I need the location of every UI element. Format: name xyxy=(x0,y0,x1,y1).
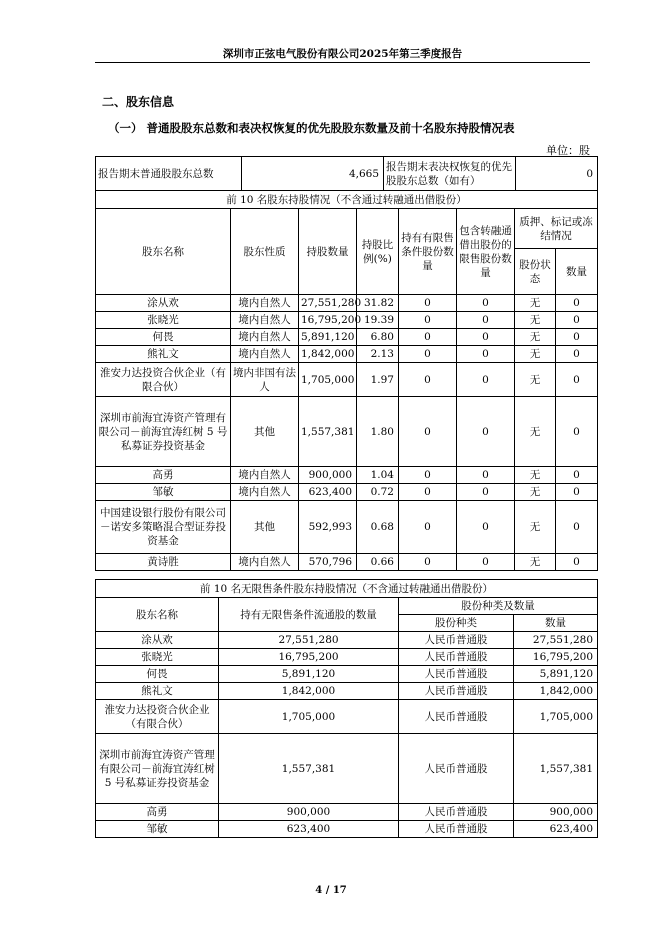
holder-nature: 境内自然人 xyxy=(231,312,299,329)
holder-pledge-status: 无 xyxy=(515,484,556,501)
holder-nature: 其他 xyxy=(231,397,299,467)
holder-shares: 27,551,280 xyxy=(299,295,357,312)
holder-restricted: 0 xyxy=(399,295,457,312)
common-holders-label: 报告期末普通股股东总数 xyxy=(96,157,242,191)
holder-restricted: 0 xyxy=(399,363,457,397)
holder-name: 中国建设银行股份有限公司－诺安多策略混合型证券投资基金 xyxy=(96,501,231,554)
u-holder-amount: 1,705,000 xyxy=(514,700,598,734)
holder-name: 何畏 xyxy=(96,329,231,346)
holder-pledge-qty: 0 xyxy=(556,295,598,312)
page-number: 4 / 17 xyxy=(315,885,347,896)
holder-lent: 0 xyxy=(457,346,515,363)
holder-shares: 570,796 xyxy=(299,554,357,571)
u-holder-name: 熊礼文 xyxy=(96,683,219,700)
u-holder-qty: 1,557,381 xyxy=(219,734,399,804)
shareholder-summary-table xyxy=(95,156,598,191)
holder-pledge-qty: 0 xyxy=(556,346,598,363)
table-row xyxy=(96,329,598,346)
u-holder-amount: 623,400 xyxy=(514,821,598,838)
u-col-header-qty: 持有无限售条件流通股的数量 xyxy=(219,598,399,632)
holder-shares: 5,891,120 xyxy=(299,329,357,346)
holder-pledge-status: 无 xyxy=(515,363,556,397)
holder-ratio: 1.04 xyxy=(357,467,399,484)
pref-holders-label: 报告期末表决权恢复的优先股股东总数（如有） xyxy=(384,157,516,191)
u-holder-name: 深圳市前海宜涛资产管理有限公司－前海宜涛红树 5 号私募证券投资基金 xyxy=(96,734,219,804)
table-row xyxy=(96,501,598,554)
holder-ratio: 0.72 xyxy=(357,484,399,501)
holder-lent: 0 xyxy=(457,329,515,346)
holder-restricted: 0 xyxy=(399,329,457,346)
u-holder-share-type: 人民币普通股 xyxy=(399,821,514,838)
u-holder-amount: 16,795,200 xyxy=(514,649,598,666)
holder-name: 深圳市前海宜涛资产管理有限公司－前海宜涛红树 5 号私募证券投资基金 xyxy=(96,397,231,467)
u-holder-name: 淮安力达投资合伙企业（有限合伙） xyxy=(96,700,219,734)
col-header-restricted: 持有有限售条件股份数量 xyxy=(399,209,457,295)
holder-lent: 0 xyxy=(457,363,515,397)
holder-name: 张晓光 xyxy=(96,312,231,329)
holder-nature: 境内自然人 xyxy=(231,554,299,571)
u-holder-qty: 27,551,280 xyxy=(219,632,399,649)
holder-pledge-qty: 0 xyxy=(556,501,598,554)
holder-shares: 16,795,200 xyxy=(299,312,357,329)
table-row xyxy=(96,467,598,484)
holder-restricted: 0 xyxy=(399,484,457,501)
holder-pledge-status: 无 xyxy=(515,329,556,346)
holder-name: 淮安力达投资合伙企业（有限合伙） xyxy=(96,363,231,397)
holder-lent: 0 xyxy=(457,397,515,467)
u-holder-share-type: 人民币普通股 xyxy=(399,632,514,649)
u-holder-name: 高勇 xyxy=(96,804,219,821)
table-row xyxy=(96,312,598,329)
common-holders-value: 4,665 xyxy=(242,157,384,191)
u-holder-qty: 900,000 xyxy=(219,804,399,821)
u-holder-name: 涂从欢 xyxy=(96,632,219,649)
holder-ratio: 0.66 xyxy=(357,554,399,571)
u-holder-share-type: 人民币普通股 xyxy=(399,666,514,683)
holder-name: 邹敏 xyxy=(96,484,231,501)
holder-ratio: 0.68 xyxy=(357,501,399,554)
holder-nature: 其他 xyxy=(231,501,299,554)
u-holder-amount: 1,557,381 xyxy=(514,734,598,804)
holder-pledge-qty: 0 xyxy=(556,329,598,346)
holder-name: 涂从欢 xyxy=(96,295,231,312)
holder-restricted: 0 xyxy=(399,554,457,571)
holder-pledge-qty: 0 xyxy=(556,484,598,501)
holder-nature: 境内非国有法人 xyxy=(231,363,299,397)
section-title: 二、股东信息 xyxy=(102,95,175,109)
top10-caption: 前 10 名股东持股情况（不含通过转融通出借股份） xyxy=(96,191,598,209)
holder-ratio: 31.82 xyxy=(357,295,399,312)
u-holder-amount: 27,551,280 xyxy=(514,632,598,649)
top10-shareholders-table xyxy=(95,190,598,571)
table-row xyxy=(96,734,598,804)
u-holder-name: 张晓光 xyxy=(96,649,219,666)
table-row xyxy=(96,804,598,821)
holder-pledge-status: 无 xyxy=(515,397,556,467)
table-row xyxy=(96,295,598,312)
col-header-nature: 股东性质 xyxy=(231,209,299,295)
header-divider xyxy=(95,62,590,63)
table-row xyxy=(96,632,598,649)
holder-lent: 0 xyxy=(457,312,515,329)
u-col-header-name: 股东名称 xyxy=(96,598,219,632)
u-holder-qty: 16,795,200 xyxy=(219,649,399,666)
holder-shares: 1,842,000 xyxy=(299,346,357,363)
u-holder-name: 何畏 xyxy=(96,666,219,683)
report-header: 深圳市正弦电气股份有限公司2025年第三季度报告 xyxy=(222,48,463,60)
col-header-status: 股份状态 xyxy=(515,249,556,295)
holder-shares: 623,400 xyxy=(299,484,357,501)
holder-restricted: 0 xyxy=(399,501,457,554)
holder-pledge-status: 无 xyxy=(515,501,556,554)
table-row xyxy=(96,666,598,683)
table-row xyxy=(96,363,598,397)
u-holder-share-type: 人民币普通股 xyxy=(399,649,514,666)
holder-ratio: 2.13 xyxy=(357,346,399,363)
holder-pledge-qty: 0 xyxy=(556,363,598,397)
u-holder-name: 邹敏 xyxy=(96,821,219,838)
table-row xyxy=(96,700,598,734)
u-holder-share-type: 人民币普通股 xyxy=(399,734,514,804)
u-holder-qty: 623,400 xyxy=(219,821,399,838)
holder-shares: 900,000 xyxy=(299,467,357,484)
subsection-title: （一） 普通股股东总数和表决权恢复的优先股股东数量及前十名股东持股情况表 xyxy=(108,121,515,135)
holder-ratio: 6.80 xyxy=(357,329,399,346)
holder-shares: 1,557,381 xyxy=(299,397,357,467)
holder-restricted: 0 xyxy=(399,467,457,484)
col-header-ratio: 持股比例(%) xyxy=(357,209,399,295)
holder-nature: 境内自然人 xyxy=(231,295,299,312)
u-holder-share-type: 人民币普通股 xyxy=(399,700,514,734)
table-row xyxy=(96,683,598,700)
holder-nature: 境内自然人 xyxy=(231,329,299,346)
table-row xyxy=(96,554,598,571)
unit-label: 单位：股 xyxy=(546,144,590,157)
holder-pledge-qty: 0 xyxy=(556,554,598,571)
holder-nature: 境内自然人 xyxy=(231,484,299,501)
holder-pledge-status: 无 xyxy=(515,554,556,571)
table-row xyxy=(96,649,598,666)
u-holder-qty: 5,891,120 xyxy=(219,666,399,683)
holder-pledge-status: 无 xyxy=(515,346,556,363)
u-holder-amount: 1,842,000 xyxy=(514,683,598,700)
holder-restricted: 0 xyxy=(399,346,457,363)
holder-name: 熊礼文 xyxy=(96,346,231,363)
holder-lent: 0 xyxy=(457,554,515,571)
holder-restricted: 0 xyxy=(399,397,457,467)
holder-pledge-status: 无 xyxy=(515,312,556,329)
holder-ratio: 1.97 xyxy=(357,363,399,397)
holder-shares: 1,705,000 xyxy=(299,363,357,397)
col-header-pledge: 质押、标记或冻结情况 xyxy=(515,209,598,249)
holder-shares: 592,993 xyxy=(299,501,357,554)
u-holder-qty: 1,842,000 xyxy=(219,683,399,700)
table-row xyxy=(96,346,598,363)
u-col-header-type-group: 股份种类及数量 xyxy=(399,598,598,615)
holder-ratio: 1.80 xyxy=(357,397,399,467)
holder-lent: 0 xyxy=(457,467,515,484)
holder-pledge-qty: 0 xyxy=(556,467,598,484)
u-holder-qty: 1,705,000 xyxy=(219,700,399,734)
holder-restricted: 0 xyxy=(399,312,457,329)
holder-lent: 0 xyxy=(457,501,515,554)
holder-nature: 境内自然人 xyxy=(231,467,299,484)
u-col-header-type: 股份种类 xyxy=(399,615,514,632)
holder-lent: 0 xyxy=(457,295,515,312)
table-row xyxy=(96,397,598,467)
u-holder-share-type: 人民币普通股 xyxy=(399,804,514,821)
col-header-lent: 包含转融通借出股份的限售股份数量 xyxy=(457,209,515,295)
u-holder-amount: 5,891,120 xyxy=(514,666,598,683)
holder-pledge-qty: 0 xyxy=(556,397,598,467)
u-holder-share-type: 人民币普通股 xyxy=(399,683,514,700)
holder-nature: 境内自然人 xyxy=(231,346,299,363)
col-header-shares: 持股数量 xyxy=(299,209,357,295)
holder-pledge-qty: 0 xyxy=(556,312,598,329)
holder-pledge-status: 无 xyxy=(515,467,556,484)
unrestricted-shareholders-table xyxy=(95,579,598,838)
table-row xyxy=(96,821,598,838)
pref-holders-value: 0 xyxy=(516,157,598,191)
u-holder-amount: 900,000 xyxy=(514,804,598,821)
u-col-header-amount: 数量 xyxy=(514,615,598,632)
table-row xyxy=(96,484,598,501)
col-header-name: 股东名称 xyxy=(96,209,231,295)
unrestricted-caption: 前 10 名无限售条件股东持股情况（不含通过转融通出借股份） xyxy=(96,580,598,598)
holder-name: 黄诗胜 xyxy=(96,554,231,571)
holder-lent: 0 xyxy=(457,484,515,501)
holder-pledge-status: 无 xyxy=(515,295,556,312)
col-header-qty: 数量 xyxy=(556,249,598,295)
holder-ratio: 19.39 xyxy=(357,312,399,329)
holder-name: 高勇 xyxy=(96,467,231,484)
